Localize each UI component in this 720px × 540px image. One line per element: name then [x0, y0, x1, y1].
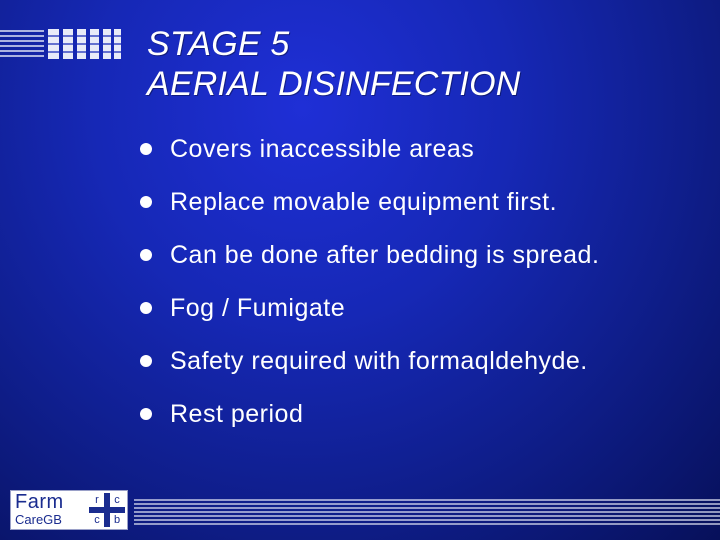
logo-cross-icon — [89, 493, 125, 527]
title-line-1: STAGE 5 — [147, 25, 290, 63]
logo-letter: c — [94, 514, 100, 526]
bullet-text: Rest period — [170, 400, 304, 428]
bullet-dot-icon — [140, 143, 152, 155]
slide-title — [147, 24, 520, 104]
bullet-dot-icon — [140, 302, 152, 314]
bullet-item — [140, 185, 599, 238]
bullet-item — [140, 291, 599, 344]
logo-name-bottom: CareGB — [15, 512, 62, 527]
bullet-text: Safety required with formaqldehyde. — [170, 347, 588, 375]
logo-letter: b — [113, 514, 121, 526]
logo-letter: c — [114, 494, 120, 506]
bullet-list — [140, 132, 599, 450]
bullet-text: Can be done after bedding is spread. — [170, 241, 600, 269]
title-line-2: AERIAL DISINFECTION — [147, 65, 521, 103]
decorative-stripes-bottom — [134, 498, 720, 528]
bullet-text: Replace movable equipment first. — [170, 188, 558, 216]
farmcare-logo — [10, 490, 128, 530]
bullet-dot-icon — [140, 249, 152, 261]
logo-letter: r — [95, 494, 99, 506]
bullet-item — [140, 132, 599, 185]
bullet-dot-icon — [140, 355, 152, 367]
bullet-text: Covers inaccessible areas — [170, 135, 475, 163]
bullet-item — [140, 238, 599, 291]
bullet-dot-icon — [140, 196, 152, 208]
bullet-item — [140, 397, 599, 450]
bullet-item — [140, 344, 599, 397]
bullet-dot-icon — [140, 408, 152, 420]
logo-name-top: Farm — [15, 491, 64, 513]
decorative-stripes-top — [0, 27, 122, 61]
bullet-text: Fog / Fumigate — [170, 294, 346, 322]
